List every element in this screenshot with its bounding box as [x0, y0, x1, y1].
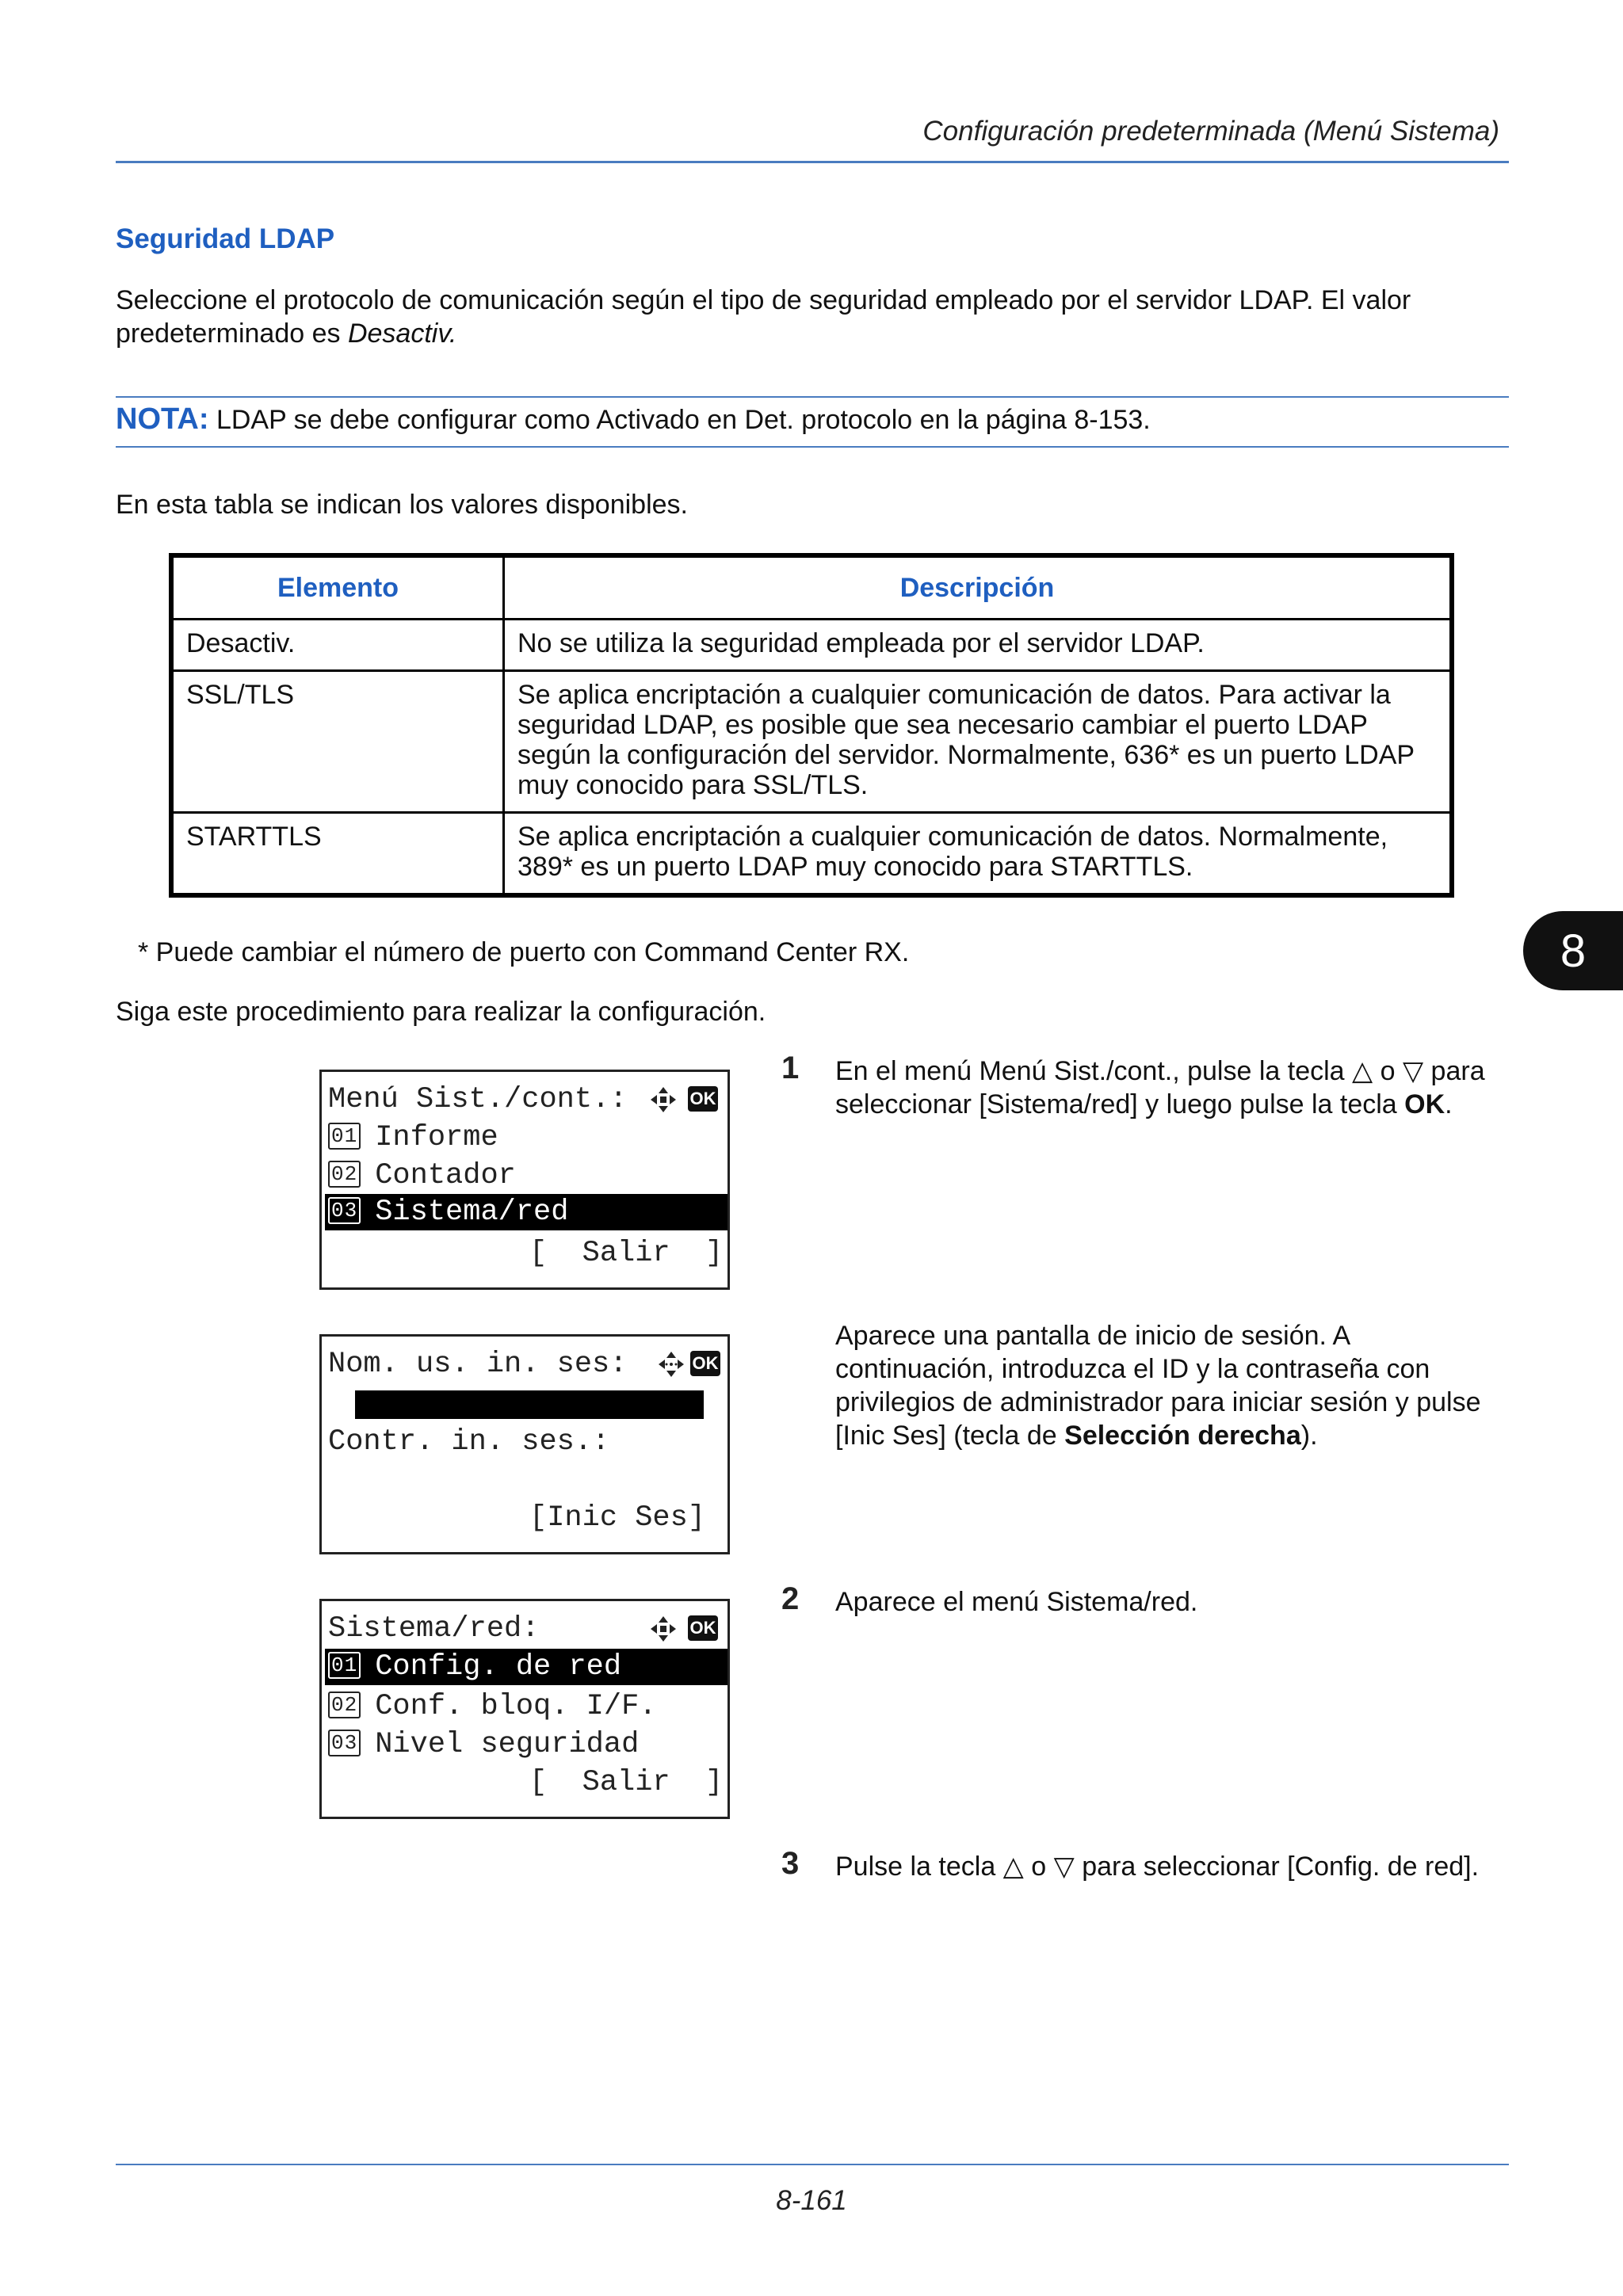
ok-icon: OK [688, 1615, 718, 1641]
login-password-label: Contr. in. ses.: [328, 1425, 610, 1459]
softkey-salir: [ Salir ] [529, 1766, 724, 1799]
step-1-text: En el menú Menú Sist./cont., pulse la tecla △ o ▽ para seleccionar [Sistema/red] y luego pulse la tecla OK. [835, 1056, 1485, 1119]
running-header: Configuración predeterminada (Menú Sistema) [922, 116, 1499, 147]
cell-desc: Se aplica encriptación a cualquier comunicación de datos. Para activar la seguridad LDAP, es posible que sea necesario cambiar el puerto LDAP según la configuración del servidor. Normalmente, 636* es un puerto LDAP muy conocido para SSL/TLS. [504, 671, 1453, 813]
softkey-salir: [ Salir ] [529, 1237, 724, 1270]
default-value: Desactiv. [347, 318, 457, 349]
footnote: * Puede cambiar el número de puerto con Command Center RX. [138, 937, 910, 967]
step-number-1: 1 [781, 1051, 800, 1085]
chapter-tab: 8 [1523, 911, 1623, 990]
panel-title: Sistema/red: [328, 1612, 540, 1646]
step-2-text: Aparece el menú Sistema/red. [835, 1587, 1198, 1617]
panel-title: Menú Sist./cont.: [328, 1083, 628, 1116]
intro-paragraph [116, 284, 1463, 350]
step-number-2: 2 [781, 1581, 800, 1616]
table-intro: En esta tabla se indican los valores disponibles. [116, 490, 688, 520]
step-number-3: 3 [781, 1846, 800, 1881]
menu-item: 02 Conf. bloq. I/F. [328, 1688, 656, 1725]
note-bottom-rule [116, 446, 1509, 448]
menu-item: 01 Informe [328, 1119, 498, 1156]
cell-item: SSL/TLS [171, 671, 504, 813]
lcd-panel-system-network [319, 1599, 730, 1819]
note-top-rule [116, 396, 1509, 398]
intro-text: Seleccione el protocolo de comunicación según el tipo de seguridad empleado por el servidor LDAP. El valor predeterminado es [116, 285, 1411, 349]
navigation-cross-icon [649, 1085, 678, 1114]
procedure-intro: Siga este procedimiento para realizar la configuración. [116, 997, 766, 1027]
menu-item: 02 Contador [328, 1158, 516, 1194]
col-header-element: Elemento [171, 555, 504, 620]
cell-desc: No se utiliza la seguridad empleada por el servidor LDAP. [504, 620, 1453, 671]
table-header-row [171, 555, 1452, 620]
navigation-cross-dotted-icon [657, 1350, 685, 1379]
page-number: 8-161 [776, 2185, 847, 2216]
softkey-inic-ses: [Inic Ses] [529, 1501, 706, 1535]
table-row [171, 620, 1452, 671]
lcd-panel-login [319, 1334, 730, 1554]
note-text: LDAP se debe configurar como Activado en Det. protocolo en la página 8-153. [216, 405, 1151, 435]
login-user-label: Nom. us. in. ses: [328, 1348, 628, 1381]
cell-item: Desactiv. [171, 620, 504, 671]
menu-item: 03 Nivel seguridad [328, 1726, 639, 1763]
cell-item: STARTTLS [171, 813, 504, 896]
section-title: Seguridad LDAP [116, 223, 335, 254]
note-label: NOTA: [116, 402, 209, 436]
menu-item-selected: 01 Config. de red [325, 1649, 727, 1685]
table-row [171, 671, 1452, 813]
ok-icon: OK [690, 1351, 720, 1376]
menu-item-selected: 03 Sistema/red [325, 1194, 727, 1230]
user-input-field[interactable] [355, 1390, 704, 1419]
table-row [171, 813, 1452, 896]
values-table [169, 553, 1454, 898]
ok-icon: OK [688, 1086, 718, 1112]
lcd-panel-system-menu [319, 1070, 730, 1290]
cell-desc: Se aplica encriptación a cualquier comunicación de datos. Normalmente, 389* es un puerto LDAP muy conocido para STARTTLS. [504, 813, 1453, 896]
header-rule [116, 161, 1509, 163]
note [116, 402, 1151, 437]
footer-rule [116, 2164, 1509, 2165]
step-1-login-text: Aparece una pantalla de inicio de sesión. A continuación, introduzca el ID y la contraseña con privilegios de administrador para iniciar sesión y pulse [Inic Ses] (tecla de Selección derecha). [835, 1321, 1481, 1451]
step-3-text: Pulse la tecla △ o ▽ para seleccionar [Config. de red]. [835, 1852, 1480, 1882]
col-header-description: Descripción [504, 555, 1453, 620]
navigation-cross-icon [649, 1615, 678, 1643]
